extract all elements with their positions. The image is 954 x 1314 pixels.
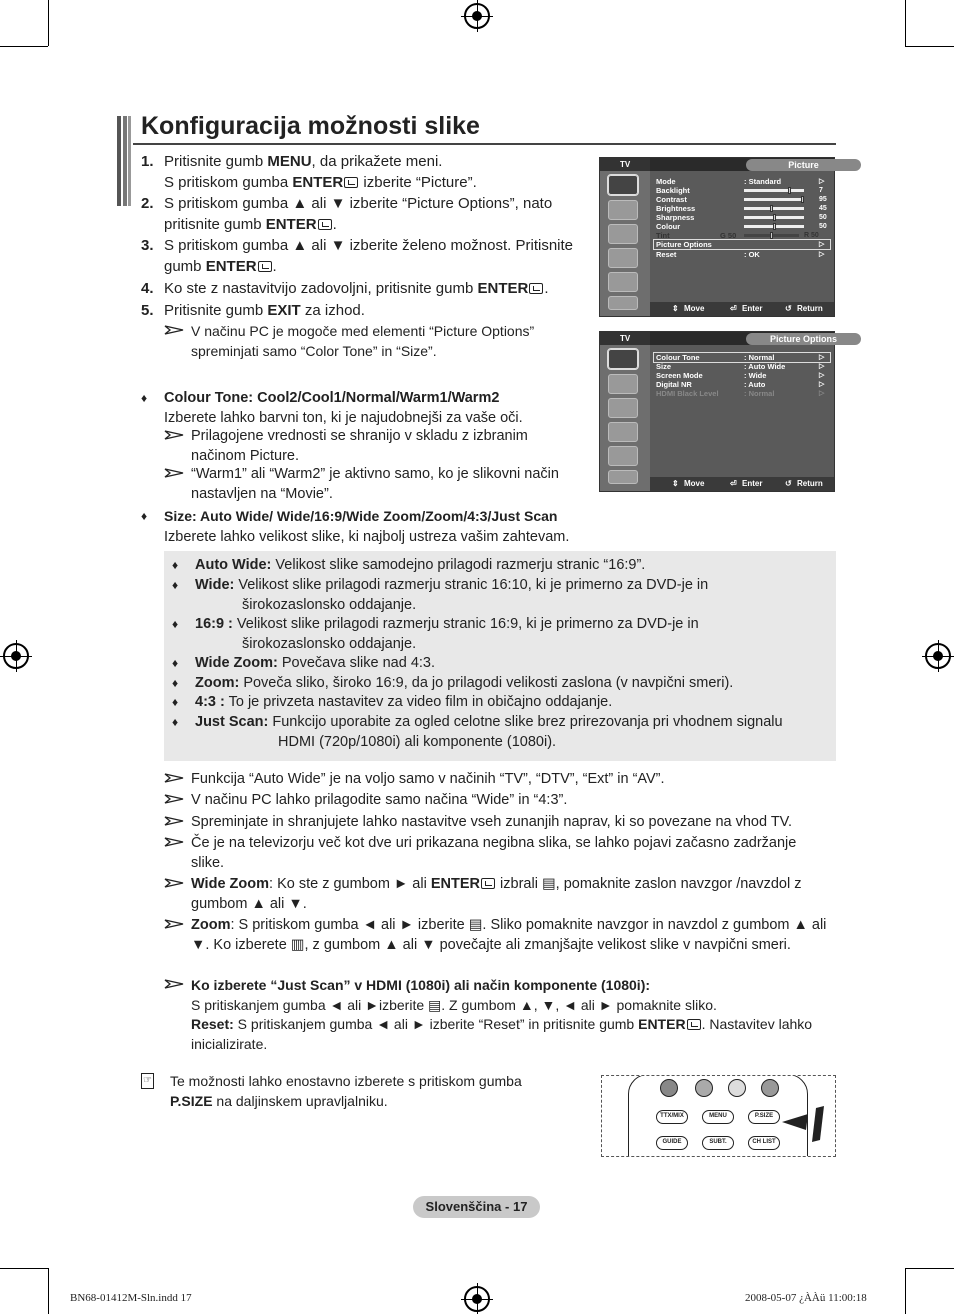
- pc-note: V načinu PC je mogoče med elementi “Picture Options” spreminjati samo “Color Tone” in “Size”.: [164, 322, 564, 361]
- note-arrow-icon: [164, 878, 184, 888]
- note-auto-wide: Funkcija “Auto Wide” je na voljo samo v načinih “TV”, “DTV”, “Ext” in “AV”.: [164, 770, 836, 790]
- size-item-wide-zoom: ♦ Wide Zoom: Povečava slike nad 4:3.: [172, 655, 436, 671]
- note-arrow-icon: [164, 816, 184, 826]
- crop-mark: [0, 46, 48, 47]
- osd-row-digital-nr[interactable]: Digital NR : Auto ▷: [656, 380, 825, 389]
- enter-icon: [318, 219, 332, 230]
- application-icon: [608, 296, 638, 310]
- input-icon: [608, 272, 638, 292]
- size-item-4-3: ♦ 4:3 : To je privzeta nastavitev za video film in običajno oddajanje.: [172, 694, 613, 710]
- crop-mark: [905, 1268, 906, 1314]
- ttx-mix-key[interactable]: TTX/MIX: [656, 1110, 688, 1124]
- registration-mark-icon: [464, 1286, 490, 1312]
- step-1: 1. Pritisnite gumb MENU, da prikažete meni. S pritiskom gumba ENTER izberite “Picture”.: [141, 153, 477, 191]
- remote-control-illustration: [601, 1075, 836, 1157]
- crop-mark: [905, 46, 954, 47]
- enter-small-icon: ⏎: [730, 304, 737, 313]
- osd-row-size[interactable]: Size : Auto Wide ▷: [656, 362, 825, 371]
- enter-icon: [687, 1019, 701, 1030]
- crop-mark: [48, 1268, 49, 1314]
- osd-row-contrast[interactable]: Contrast 95: [656, 195, 827, 204]
- osd-row-brightness[interactable]: Brightness 45: [656, 204, 827, 213]
- note-arrow-icon: [164, 794, 184, 804]
- application-icon: [608, 470, 638, 484]
- enter-icon: [344, 177, 358, 188]
- size-item-auto-wide: ♦ Auto Wide: Velikost slike samodejno prilagodi razmerju stranic “16:9”.: [172, 557, 646, 573]
- note-zoom: Zoom: S pritiskom gumba ◄ ali ► izberite ▤. Sliko pomaknite navzgor in navzdol z gumbom ▲ ali ▼. Ko izberete ▥, z gumbom ▲ ali ▼ povečajte ali zmanjšajte velikost slike v navpični smeri.: [164, 916, 836, 955]
- position-icon: ▤: [541, 876, 556, 892]
- note-pc-mode: V načinu PC lahko prilagodite samo načina “Wide” in “4:3”.: [164, 791, 836, 811]
- osd-tv-label: TV: [600, 158, 650, 171]
- page-title: Konfiguracija možnosti slike: [141, 112, 480, 140]
- size-item-16-9: ♦ 16:9 : Velikost slike prilagodi razmerju stranic 16:9, ki je primerno za DVD-je in širokozaslonsko oddajanje.: [172, 616, 699, 652]
- enter-small-icon: ⏎: [730, 479, 737, 488]
- pointer-arrow-icon: [780, 1104, 830, 1144]
- channel-icon: [608, 224, 638, 244]
- osd-row-colour-tone[interactable]: Colour Tone : Normal ▷: [654, 353, 830, 362]
- osd-row-hdmi-black-level[interactable]: HDMI Black Level : Normal ▷: [656, 389, 825, 398]
- crop-mark: [48, 0, 49, 46]
- return-icon: ↺: [785, 304, 792, 313]
- osd-row-mode[interactable]: Mode : Standard ▷: [656, 177, 825, 186]
- green-button-icon: [695, 1079, 713, 1097]
- sound-icon: [608, 200, 638, 220]
- step-3: 3. S pritiskom gumba ▲ ali ▼ izberite želeno možnost. Pritisnite gumb ENTER .: [141, 237, 574, 275]
- osd-picture-menu: TV Picture Mode : Standard ▷ Backlight 7 Contrast 95 Brightness 45 Sharpness 50 Colour 50 Tint G 50 R 50 Picture Options ▷ Reset : OK ▷ ⇕ Move ⏎ Enter ↺ Return: [599, 157, 835, 317]
- note-arrow-icon: [164, 325, 184, 335]
- osd-row-sharpness[interactable]: Sharpness 50: [656, 213, 827, 222]
- red-button-icon: [660, 1079, 678, 1097]
- note-arrow-icon: [164, 837, 184, 847]
- note-image-retention: Če je na televizorju več kot dve uri prikazana negibna slika, se lahko pojavi začasno zadržanje slike.: [164, 834, 804, 873]
- crop-mark: [905, 0, 906, 46]
- title-decoration: [117, 116, 131, 206]
- picture-icon: [608, 349, 638, 369]
- setup-icon: [608, 248, 638, 268]
- tip-text: Te možnosti lahko enostavno izberete s pritiskom gumba P.SIZE na daljinskem upravljalniku.: [170, 1073, 522, 1109]
- return-icon: ↺: [785, 479, 792, 488]
- registration-mark-icon: [464, 3, 490, 29]
- size-section: ♦ Size: Auto Wide/ Wide/16:9/Wide Zoom/Zoom/4:3/Just Scan Izberete lahko velikost slike, ki najbolj ustreza vašim zahtevam.: [141, 508, 570, 545]
- enter-icon: [481, 878, 495, 889]
- osd-picture-options-menu: TV Picture Options Colour Tone : Normal ▷ Size : Auto Wide ▷ Screen Mode : Wide ▷ Digital NR : Auto ▷ HDMI Black Level : Normal ▷ ⇕ Move ⏎ Enter ↺ Return: [599, 331, 835, 492]
- sound-icon: [608, 374, 638, 394]
- subt-key[interactable]: SUBT.: [702, 1136, 734, 1150]
- size-item-wide: ♦ Wide: Velikost slike prilagodi razmerju stranic 16:10, ki je primerno za DVD-je in širokozaslonsko oddajanje.: [172, 577, 709, 613]
- channel-icon: [608, 398, 638, 418]
- setup-icon: [608, 422, 638, 442]
- osd-row-reset[interactable]: Reset : OK ▷: [656, 250, 825, 259]
- osd-tv-label: TV: [600, 332, 650, 345]
- osd-row-tint[interactable]: Tint G 50 R 50: [656, 231, 819, 240]
- page-footer: Slovenščina - 17: [413, 1196, 540, 1218]
- picture-icon: [608, 175, 638, 195]
- guide-key[interactable]: GUIDE: [656, 1136, 688, 1150]
- note-arrow-icon: [164, 919, 184, 929]
- colour-tone-section: ♦ Colour Tone: Cool2/Cool1/Normal/Warm1/Warm2 Izberete lahko barvni ton, ki je najudobnejši za vaše oči.: [141, 390, 523, 426]
- ch-list-key[interactable]: CH LIST: [748, 1136, 780, 1150]
- menu-key[interactable]: MENU: [702, 1110, 734, 1124]
- note-arrow-icon: [164, 468, 184, 478]
- colour-tone-note-1: Prilagojene vrednosti se shranijo v skladu z izbranim načinom Picture.: [164, 427, 584, 466]
- step-4: 4. Ko ste z nastavitvijo zadovoljni, pritisnite gumb ENTER .: [141, 280, 549, 297]
- p-size-key[interactable]: P.SIZE: [748, 1110, 780, 1124]
- move-icon: ⇕: [672, 479, 679, 488]
- size-item-zoom: ♦ Zoom: Poveča sliko, široko 16:9, da jo prilagodi velikosti zaslona (v navpični smeri).: [172, 675, 734, 691]
- crop-mark: [905, 1268, 954, 1269]
- osd-title: Picture Options: [746, 333, 861, 345]
- move-icon: ⇕: [672, 304, 679, 313]
- input-icon: [608, 446, 638, 466]
- size-icon: ▥: [290, 936, 305, 953]
- osd-row-screen-mode[interactable]: Screen Mode : Wide ▷: [656, 371, 825, 380]
- position-icon: ▤: [428, 996, 442, 1013]
- osd-row-picture-options[interactable]: Picture Options ▷: [654, 240, 830, 249]
- enter-icon: [529, 283, 543, 294]
- position-icon: ▤: [468, 917, 483, 933]
- colour-tone-note-2: “Warm1” ali “Warm2” je aktivno samo, ko je slikovni način nastavljen na “Movie”.: [164, 465, 589, 504]
- blue-button-icon: [761, 1079, 779, 1097]
- step-5: 5. Pritisnite gumb EXIT za izhod.: [141, 302, 365, 319]
- enter-icon: [258, 261, 272, 272]
- registration-mark-icon: [3, 643, 29, 669]
- note-just-scan: Ko izberete “Just Scan” v HDMI (1080i) ali način komponente (1080i): S pritiskanjem gumba ◄ ali ►izberite ▤. Z gumbom ▲, ▼, ◄ ali ► pomaknite sliko. Reset: S pritiskanjem gumba ◄ ali ► izberite “Reset” in pritisnite gumb ENTER . Nastavitev lahko inicializirate.: [164, 976, 836, 1054]
- osd-title: Picture: [746, 159, 861, 171]
- osd-row-colour[interactable]: Colour 50: [656, 222, 827, 231]
- step-2: 2. S pritiskom gumba ▲ ali ▼ izberite “Picture Options”, nato pritisnite gumb ENTER .: [141, 195, 553, 233]
- osd-row-backlight[interactable]: Backlight 7: [656, 186, 823, 195]
- title-underline: [133, 143, 836, 145]
- size-item-just-scan: ♦ Just Scan: Funkcijo uporabite za ogled celotne slike brez prirezovanja pri vhodnem signalu HDMI (720p/1080i) ali komponente (1080i).: [172, 714, 783, 750]
- yellow-button-icon: [728, 1079, 746, 1097]
- note-arrow-icon: [164, 773, 184, 783]
- slug-date: 2008-05-07 ¿ÀÀü 11:00:18: [745, 1292, 867, 1304]
- note-arrow-icon: [164, 430, 184, 440]
- note-wide-zoom: Wide Zoom: Ko ste z gumbom ► ali ENTER izbrali ▤, pomaknite zaslon navzgor /navzdol z gumbom ▲ ali ▼.: [164, 875, 804, 914]
- note-arrow-icon: [164, 979, 184, 989]
- crop-mark: [0, 1268, 48, 1269]
- registration-mark-icon: [925, 643, 951, 669]
- note-external-devices: Spreminjate in shranjujete lahko nastavitve vseh zunanjih naprav, ki so povezane na vhod TV.: [164, 813, 844, 833]
- slug-file: BN68-01412M-Sln.indd 17: [70, 1292, 192, 1304]
- hand-note-icon: ☞: [141, 1073, 154, 1089]
